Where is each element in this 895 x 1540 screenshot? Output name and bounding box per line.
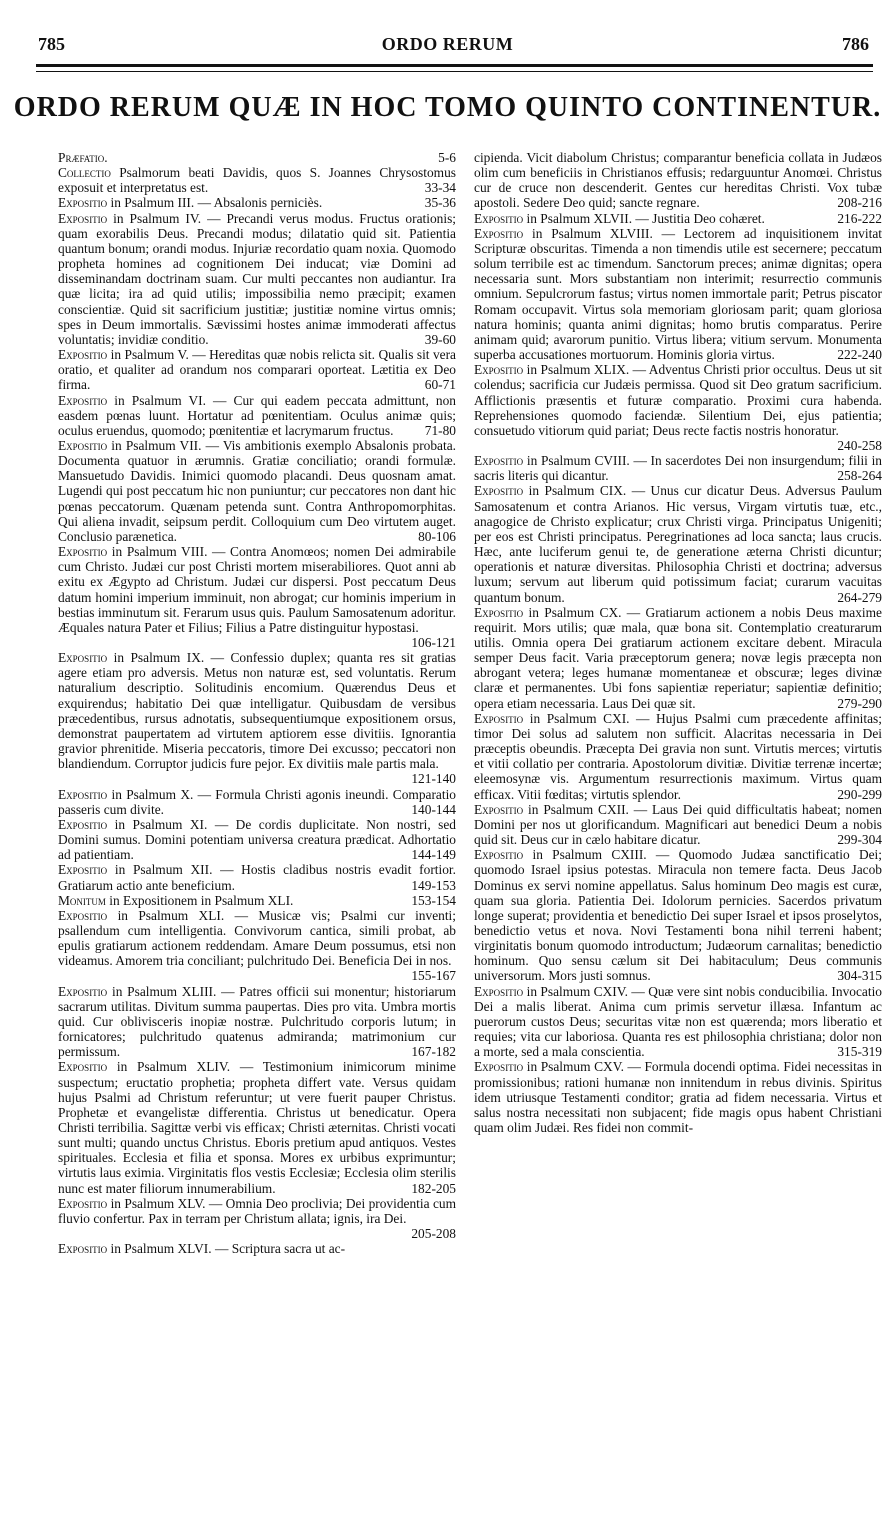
- toc-entry-lead: Expositio: [58, 392, 108, 408]
- toc-entry-text: in Psalmum CX. — Gratiarum actionem a nobis Deus maxime requirit. Mors utilis; quæ mala, quæ bona sit. Contemplatio creaturarum utilis. Omnia opera Dei gratiarum actionem excitare debent. Miracula semper Deus facit. Varia præceptorum genera; novæ legis præcepta non abrogant vetera; leges humanæ momentaneæ et obscuræ; leges divinæ claræ et permanentes. Ubi fons sapientiæ reperiatur; sapientiæ definitio; opera etiam necessaria. Laus Dei quæ sit.: [474, 604, 882, 711]
- toc-entry-text: in Expositionem in Psalmum XLI.: [109, 892, 294, 908]
- toc-entry-lead: Expositio: [58, 786, 108, 802]
- toc-entry-pages: 264-279: [837, 589, 882, 605]
- toc-entry-text: in Psalmum VI. — Cur qui eadem peccata admittunt, non easdem pœnas luunt. Hortatur ad pœnitentiam. Oculus animæ quis; oculus eruendus, quomodo; pœnitentiæ et lacrymarum fructus.: [58, 392, 456, 438]
- toc-entry: [58, 165, 456, 195]
- toc-entry-text: in Psalmum XLI. — Musicæ vis; Psalmi cur inventi; psallendum cum intelligentia. Convivorum cantica, simili probat, ab epulis gratiarum actionem reddendam. Amare Deum possumus, etsi non videamus. Amorem tria conciliant; pulchritudo Dei. Beneficia Dei in nos.: [58, 907, 456, 969]
- toc-entry-text: in Psalmum CXI. — Hujus Psalmi cum præcedente affinitas; timor Dei solus ad salutem non sufficit. Alacritas necessaria in Dei præceptis obeundis. Præcepta Dei gravia non sunt. Virtutis merces; virtutis et vitii collatio per contraria. Apostolorum divitiæ. Divitiæ terrenæ incertæ; eleemosynæ vis. Argumentum resurrectionis maximum. Virtus quam efficax. Vitii fœditas; virtutis splendor.: [474, 710, 882, 802]
- toc-entry: [58, 817, 456, 862]
- toc-entry-lead: Expositio: [58, 195, 108, 211]
- toc-entry: [474, 984, 882, 1060]
- toc-entry-pages: 155-167: [411, 968, 456, 984]
- toc-entry-pages: 167-182: [411, 1044, 456, 1060]
- toc-entry-text: in Psalmum XLVII. — Justitia Deo cohæret.: [526, 210, 765, 226]
- toc-entry-lead: Expositio: [474, 983, 524, 999]
- toc-entry-text: in Psalmum XLV. — Omnia Deo proclivia; Dei providentia cum fluvio confertur. Pax in terram per Christum allata; ignis, ira Dei.: [58, 1195, 456, 1226]
- toc-entry-text: cipienda. Vicit diabolum Christus; comparantur beneficia collata in Judæos olim cum beneficiis in Christianos effusis; redarguuntur Anomœi. Christus cur de cruce non descenderit. Gentes cur hereditas Christi. Vox tubæ apostoli. Sedere Deo quid; sancte regnare.: [474, 150, 882, 211]
- toc-entry-lead: Expositio: [474, 801, 524, 817]
- page-number-left: 785: [38, 34, 65, 54]
- toc-entry: [58, 1241, 456, 1256]
- toc-entry: [58, 1196, 456, 1241]
- toc-entry-text: in Psalmum XI. — De cordis duplicitate. Non nostri, sed Domini sumus. Domini potentiam universa creatura prædicat. Adhortatio ad patientiam.: [58, 816, 456, 863]
- toc-entry-lead: Expositio: [58, 544, 108, 560]
- toc-entry-pages: 80-106: [418, 528, 456, 544]
- toc-entry-text: in Psalmum CXII. — Laus Dei quid difficultatis habeat; nomen Domini per nos ut glorificandum. Magnificari aut benedici Deum a nobis quid sit. Deus cur in cælo habitare dicatur.: [474, 801, 882, 848]
- toc-entry-pages: 35-36: [424, 195, 456, 211]
- toc-entry: [474, 802, 882, 847]
- toc-entry-text: in Psalmum III. — Absalonis perniciès.: [110, 195, 323, 211]
- page-number-right: 786: [842, 34, 869, 54]
- toc-entry-lead: Expositio: [58, 437, 108, 453]
- toc-entry: [58, 893, 456, 908]
- right-column: [474, 150, 882, 1135]
- toc-entry-pages: 222-240: [837, 347, 882, 363]
- toc-entry-pages: 208-216: [837, 195, 882, 211]
- toc-entry-lead: Monitum: [58, 892, 106, 908]
- toc-entry-text: in Psalmum VII. — Vis ambitionis exemplo Absalonis probata. Documenta quatuor in ærumnis. Gratiæ conciliatio; orandi formulæ. Mansuetudo Davidis. Inimici quomodo placandi. Deus quosnam amat. Lugendi qui post peccatum hic non puniuntur; cur peccatores non dant hic pœnas peccatorum. Quænam petenda sunt. Contra Anthropomorphitas. Qui aliena invadit, seipsum perdit. Colloquium cum Deo virtutem auget. Conclusio parænetica.: [58, 437, 456, 544]
- toc-entry-lead: Expositio: [58, 1059, 108, 1075]
- toc-entry: [58, 347, 456, 392]
- toc-entry-pages: 279-290: [837, 695, 882, 711]
- toc-entry-pages: 182-205: [411, 1180, 456, 1196]
- toc-entry-pages: 315-319: [837, 1044, 882, 1060]
- toc-entry-text: in Psalmum CVIII. — In sacerdotes Dei non insurgendum; filii in sacris literis qui dicantur.: [474, 453, 882, 484]
- running-title: ORDO RERUM: [381, 34, 514, 54]
- toc-entry: [58, 787, 456, 817]
- toc-entry-lead: Expositio: [58, 1195, 108, 1211]
- toc-entry-lead: Expositio: [58, 650, 108, 666]
- toc-entry-text: in Psalmum VIII. — Contra Anomœos; nomen Dei admirabile cum Christo. Judæi cur post Christi mortem miserabiliores. Quot anni ab exitu ex Ægypto ad Christum. Judæi cur dispersi. Post peccatum Deus datum homini imperium imminuit, non abrogat; cur hominis imperium in bestias imminutum sit. Ferarum usus quis. Paulum Samosatenum adoritur. Æquales natura Pater et Filius; Filius a Patre distinguitur hypostasi.: [58, 544, 456, 635]
- toc-entry-text: in Psalmum CIX. — Unus cur dicatur Deus. Adversus Paulum Samosatenum et contra Arianos. Hic versus, Virgam virtutis tuæ, etc., anagogice de Christo explicatur; crux Christi virga. Principatus Unigeniti; per eos est Christi principatus. Peregrinationes ad loca sancta; laus crucis. Hæc, ante luciferum genui te, de generatione æterna Christi dicuntur; operationis et naturæ diversitas. Philosophia Christi et doctrina; adversus luxum; servum aut liberum quid potissimum faciat; curarum vacuitas quantum bonum.: [474, 483, 882, 605]
- toc-entry: [58, 150, 456, 165]
- toc-entry-text: in Psalmum XII. — Hostis cladibus nostris evadit fortior. Gratiarum actio ante beneficium.: [58, 862, 456, 893]
- header-rule-thick: [36, 64, 873, 67]
- toc-entry-lead: Expositio: [474, 710, 524, 726]
- toc-entry-pages: 106-121: [411, 635, 456, 650]
- toc-entry-pages: 290-299: [837, 786, 882, 802]
- toc-entry-lead: Expositio: [474, 847, 524, 863]
- toc-entry-pages: 299-304: [837, 832, 882, 848]
- toc-entry-pages: 304-315: [837, 968, 882, 984]
- page-title: ORDO RERUM QUÆ IN HOC TOMO QUINTO CONTINENTUR.: [13, 92, 882, 123]
- toc-entry-pages: 144-149: [411, 847, 456, 863]
- toc-entry-pages: 258-264: [837, 468, 882, 484]
- toc-entry: [58, 1059, 456, 1195]
- toc-entry-lead: Expositio: [58, 862, 108, 878]
- toc-entry-lead: Expositio: [474, 225, 524, 241]
- toc-entry-text: in Psalmum XLIV. — Testimonium inimicorum minime suspectum; eructatio prophetia; propheta differt vate. Versus quidam hujus Psalmi ad Christum referuntur; ut vere fuerit pauper Christus. Prophetæ et evangelistæ differentia. Christus ut benedicatur. Opera Christi terribilia. Sagittæ verbi vis efficax; Christi æternitas. Christi vocati sunt multi; quando unctus Christus. Eboris pretium apud antiquos. Vestes spirituales. Ecclesia et filia et sponsa. Mores ex urbibus exprimuntur; virtutis laus eximia. Virginitatis flos vestis Ecclesiæ; Ecclesia olim sterilis nunc est mater filiorum innumerabilium.: [58, 1059, 456, 1196]
- toc-entry-pages: 216-222: [837, 210, 882, 226]
- toc-entry-lead: Expositio: [474, 604, 524, 620]
- toc-entry: [58, 862, 456, 892]
- toc-entry-text: Psalmorum beati Davidis, quos S. Joannes Chrysostomus exposuit et interpretatus est.: [58, 165, 456, 196]
- toc-entry-pages: 205-208: [411, 1226, 456, 1242]
- toc-entry-lead: Expositio: [58, 347, 108, 363]
- toc-entry-lead: Præfatio.: [58, 150, 108, 165]
- toc-entry: [474, 226, 882, 362]
- toc-entry: [58, 984, 456, 1060]
- toc-entry-text: in Psalmum CXIII. — Quomodo Judæa sanctificatio Dei; quomodo Israel ipsius potestas. Miracula non temere facta. Deus Jacob Dominus ex servi nomine appellatus. Salus hominum Deo magis est curæ, quam sua gloria. Patientia Dei. Idolorum pernicies. Sacerdos privatum longe superat; providentia et benedictio Dei super Israel et ipsos proselytos, benedictio vetus et nova. Novi Testamenti bona nihil terreni habent; virginitatis bonum quomodo introductum; Judæorum carnalitas; benedictio hominum. Quo sensu cælum sit Dei habitaculum; Deus communis universorum. Mors justi somnus.: [474, 847, 882, 984]
- page-header: [0, 34, 895, 60]
- toc-entry-text: in Psalmum XLVI. — Scriptura sacra ut ac-: [110, 1241, 346, 1257]
- toc-entry: [58, 544, 456, 650]
- toc-entry-pages: 121-140: [411, 771, 456, 787]
- toc-entry-pages: 240-258: [837, 437, 882, 453]
- toc-entry: [474, 847, 882, 983]
- toc-entry: [474, 362, 882, 453]
- toc-entry: [58, 195, 456, 210]
- toc-entry-lead: Expositio: [58, 907, 108, 923]
- toc-entry-pages: 39-60: [424, 331, 456, 347]
- toc-entry-pages: 5-6: [438, 150, 456, 165]
- toc-entry-lead: Expositio: [58, 1241, 108, 1257]
- toc-entry-text: in Psalmum IX. — Confessio duplex; quanta res sit gratias agere etiam pro adversis. Metus non naturæ est, sed voluntatis. Rerum naturalium descriptio. Solitudinis encomium. Quærendus Deus et exquirendus; habitatio Dei quæ intelligatur. Quibusdam de versibus præcedentibus, rursus adnotatis, subsequentiumque expositionem orsus, demonstrat paupertatem ad virtutem aptiorem esse divitiis. Ignorantia gravior phrenitide. Miseria peccatoris, timore Dei excusso; peccatori non blandiendum. Corruptor judicis fure pejor. Ex divitiis male partis mala.: [58, 650, 456, 772]
- toc-entry: [474, 211, 882, 226]
- toc-entry: [58, 393, 456, 438]
- toc-entry-lead: Expositio: [474, 362, 524, 378]
- toc-entry: [474, 150, 882, 211]
- toc-entry-text: in Psalmum XLIX. — Adventus Christi prior occultus. Deus ut sit colendus; sacrificia cur Judæis permissa. Quod sit Deo gratum sacrificium. Afflictionis præsentis et futuræ comparatio. Proximi cura habenda. Reprehensiones quomodo faciendæ. Silentium Dei, ejus patientia; consuetudo vitiorum quid pariat; Deus recte factis nostris honoratur.: [474, 362, 883, 438]
- header-rule-thin: [36, 71, 873, 72]
- toc-entry: [474, 711, 882, 802]
- toc-entry: [474, 483, 882, 604]
- toc-entry-lead: Expositio: [58, 983, 108, 999]
- toc-entry-lead: Expositio: [58, 210, 108, 226]
- toc-entry-lead: Expositio: [474, 453, 524, 469]
- toc-entry-pages: 140-144: [411, 801, 456, 817]
- toc-entry-lead: Expositio: [474, 1059, 524, 1075]
- toc-entry-text: in Psalmum CXIV. — Quæ vere sint nobis conducibilia. Invocatio Dei a malis liberat. Anima cum primis servetur illæsa. Infantum ac puerorum custos Deus; securitas vitæ non est quærenda; mors liberatio et requies; vita cur laboriosa. Quanta res est philosophia christiana; dolor non a morte, sed a mala conscientia.: [474, 983, 882, 1060]
- toc-entry-text: in Psalmum IV. — Precandi verus modus. Fructus orationis; quam exorabilis Deus. Precandi modus; dilatatio quid sit. Patientia quantum bonum; orandi modus. Injuriæ recordatio quam noxia. Quomodo propheta homines ad cognitionem Dei inducat; viæ Domini ad disseminandam doctrinam suam. Cur multi peccantes non audiantur. Ira quæ licita; ira ad quid utilis; impossibilia nemo præcipit; examen conscientiæ. Quid sit sacrificium justitiæ; justitiæ nomine virtus omnis; spes in Deum immortalis. Sævissimi hostes animæ immoderati affectus voluntatis; invidiæ conditio.: [58, 210, 456, 347]
- toc-entry-lead: Expositio: [474, 210, 524, 226]
- toc-entry: [58, 211, 456, 347]
- toc-entry: [474, 1059, 882, 1135]
- toc-entry-pages: 60-71: [424, 377, 456, 393]
- toc-entry-text: in Psalmum V. — Hereditas quæ nobis relicta sit. Qualis sit vera oratio, et qualiter ad orandum nos comparari oporteat. Lætitia ex Deo firma.: [58, 347, 456, 393]
- toc-entry-pages: 71-80: [424, 422, 456, 438]
- toc-entry-pages: 149-153: [411, 877, 456, 893]
- toc-entry-text: in Psalmum CXV. — Formula docendi optima. Fidei necessitas in promissionibus; rationi humanæ non innitendum in rebus divinis. Spiritus idem utriusque Testamenti conditor; gratia ad fidem necessaria. Virtus et salus nostra necessitati non subjacent; fide magis opus habent Christiani quam olim Judæi. Res fidei non commit-: [474, 1059, 882, 1135]
- left-column: [58, 150, 456, 1256]
- toc-entry-pages: 33-34: [424, 180, 456, 196]
- toc-entry-text: in Psalmum X. — Formula Christi agonis ineundi. Comparatio passeris cum divite.: [58, 786, 456, 817]
- toc-entry-pages: 153-154: [411, 892, 456, 908]
- toc-entry-text: in Psalmum XLIII. — Patres officii sui monentur; historiarum sacrarum utilitas. Divitum summa paupertas. Dies pro vita. Umbra mortis quid. Cur oblivisceris inopiæ nostræ. Pulchritudo corporis lutum; in fornicatores; pulchritudo quatenus admiranda; matrimonium cur permissum.: [58, 983, 456, 1060]
- toc-entry-lead: Collectio: [58, 165, 111, 181]
- toc-entry-lead: Expositio: [474, 483, 524, 499]
- toc-entry: [474, 453, 882, 483]
- toc-entry: [58, 908, 456, 984]
- toc-entry: [474, 605, 882, 711]
- toc-entry-lead: Expositio: [58, 816, 108, 832]
- toc-entry-text: in Psalmum XLVIII. — Lectorem ad inquisitionem invitat Scripturæ obscuritas. Timenda a non timendis utile est secernere; peccatum solum terribile est ac timendum. Sanctorum preces; animæ dignitas; opera necessaria sunt. Mors substantiam non interimit; resurrectio communis omnium. Sepulcrorum fastus; virtus nomen immortale parit; Petrus piscator Romam occupavit. Virtus sola memoriam gloriosam parit; quam gloriosa natura hominis; quanta animi dignitas; homo brutis comparatus. Perire animam quid; avarorum punitio. Virtus libera; vitium servum. Monumenta superba accusationes mortuorum. Hominis gloria virtus.: [474, 225, 882, 363]
- toc-entry: [58, 438, 456, 544]
- toc-entry: [58, 650, 456, 786]
